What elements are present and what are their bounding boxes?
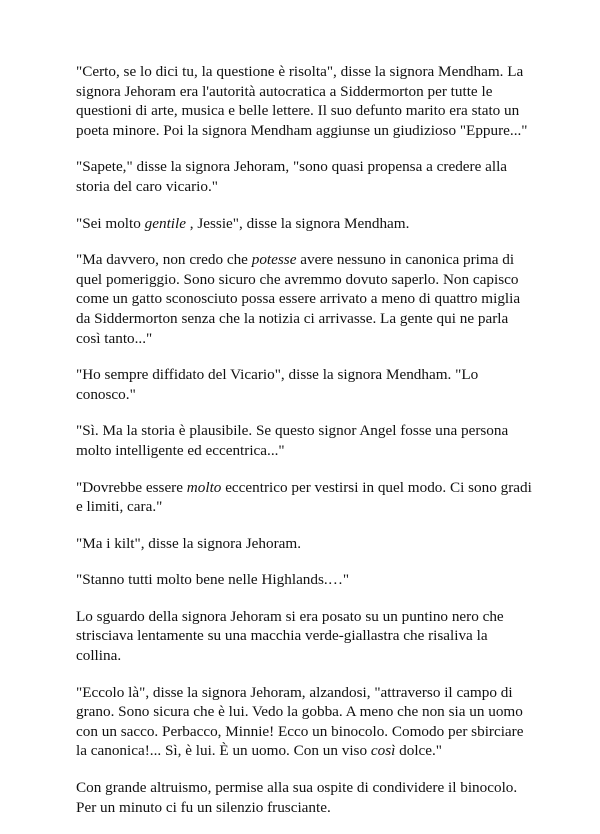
italic-text-run: così bbox=[370, 742, 396, 760]
text-run: "Sì. Ma la storia è plausibile. Se questo signor Angel fosse una persona molto intelligente ed eccentrica..." bbox=[76, 422, 509, 459]
paragraph bbox=[76, 478, 536, 517]
italic-text-run: potesse bbox=[251, 251, 297, 269]
paragraph bbox=[76, 607, 536, 666]
document-page bbox=[76, 62, 536, 834]
text-run: "Certo, se lo dici tu, la questione è risolta", disse la signora Mendham. La signora Jehoram era l'autorità autocratica a Siddermorton per tutte le questioni di arte, musica e belle lettere. Il suo defunto marito era stato un poeta minore. Poi la signora Mendham aggiunse un giudizioso "Eppure..." bbox=[76, 63, 528, 139]
text-run: "Eccolo là", disse la signora Jehoram, alzandosi, "attraverso il campo di grano. Sono sicura che è lui. Vedo la gobba. A meno che non sia un uomo con un sacco. Perbacco, Minnie! Ecco un binocolo. Comodo per sbirciare la canonica!... Sì, è lui. È un uomo. Con un viso bbox=[76, 683, 524, 760]
text-run: Con grande altruismo, permise alla sua ospite di condividere il binocolo. Per un minuto ci fu un silenzio frusciante. bbox=[76, 779, 518, 816]
text-run: "Stanno tutti molto bene nelle Highlands.…" bbox=[76, 571, 350, 589]
paragraph bbox=[76, 214, 536, 234]
paragraph bbox=[76, 683, 536, 761]
paragraph bbox=[76, 62, 536, 140]
text-run: dolce." bbox=[395, 742, 443, 760]
text-run: eccentrico per vestirsi in quel modo. Ci sono gradi e limiti, cara." bbox=[76, 478, 532, 516]
paragraph bbox=[76, 570, 536, 590]
italic-text-run: gentile bbox=[144, 214, 186, 232]
paragraph bbox=[76, 250, 536, 348]
paragraph bbox=[76, 778, 536, 817]
text-run: , Jessie", disse la signora Mendham. bbox=[185, 214, 410, 232]
paragraph bbox=[76, 365, 536, 404]
italic-text-run: molto bbox=[186, 478, 222, 496]
text-run: avere nessuno in canonica prima di quel pomeriggio. Sono sicuro che avremmo dovuto saperlo. Non capisco come un gatto sconosciuto possa essere arrivato a meno di quattro miglia da Siddermorton senza che la notizia ci arrivasse. La gente qui ne parla così tanto..." bbox=[76, 251, 521, 347]
text-run: "Ma i kilt", disse la signora Jehoram. bbox=[76, 534, 301, 552]
text-run: "Ho sempre diffidato del Vicario", disse la signora Mendham. "Lo conosco." bbox=[76, 366, 479, 403]
text-run: "Sapete," disse la signora Jehoram, "sono quasi propensa a credere alla storia del caro vicario." bbox=[76, 158, 508, 195]
text-run: "Dovrebbe essere bbox=[76, 478, 187, 496]
text-run: Lo sguardo della signora Jehoram si era posato su un puntino nero che strisciava lentamente su una macchia verde-giallastra che risaliva la collina. bbox=[76, 607, 504, 665]
paragraph bbox=[76, 157, 536, 196]
text-run: "Ma davvero, non credo che bbox=[76, 251, 252, 269]
paragraph bbox=[76, 421, 536, 460]
paragraph bbox=[76, 534, 536, 554]
text-run: "Sei molto bbox=[76, 214, 145, 232]
